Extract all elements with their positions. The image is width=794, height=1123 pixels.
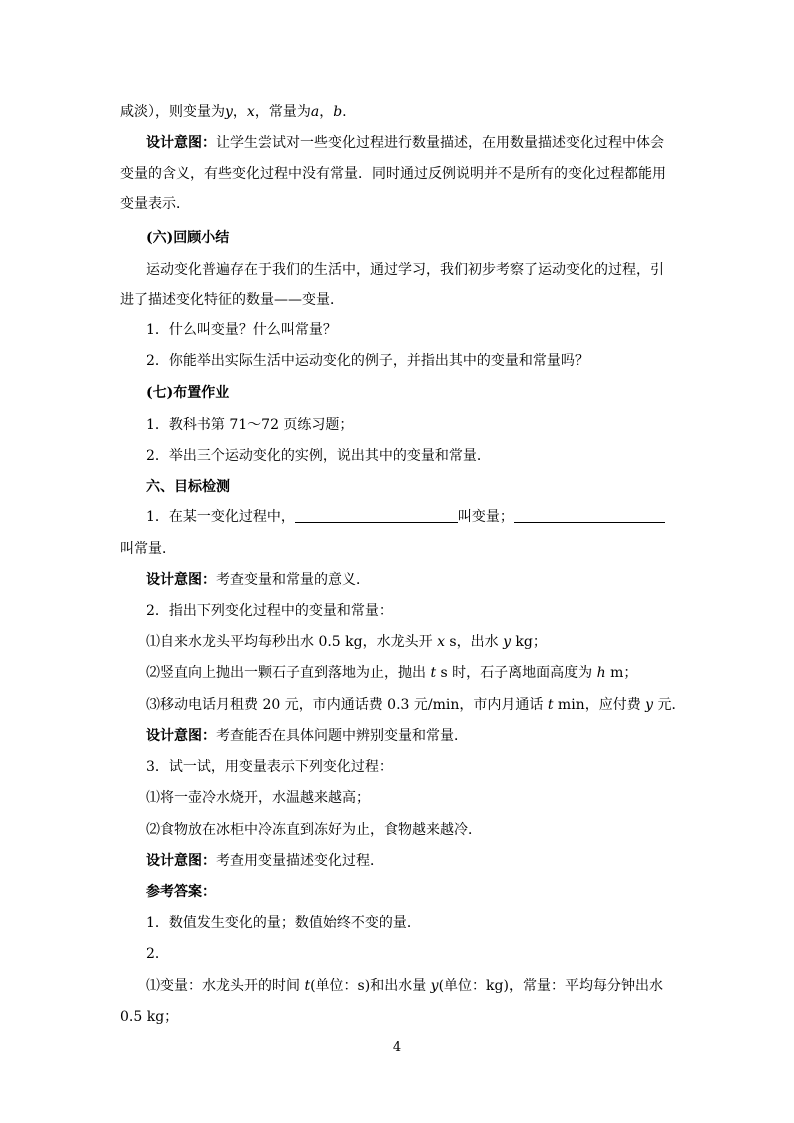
design-intent-paragraph: 设计意图：考查用变量描述变化过程．: [146, 853, 384, 869]
list-item: 3．试一试，用变量表示下列变化过程：: [146, 759, 393, 775]
sub-question: ⑵竖直向上抛出一颗石子直到落地为止，抛出 t s 时，石子离地面高度为 h m；: [146, 665, 638, 681]
list-item: 2．举出三个运动变化的实例，说出其中的变量和常量．: [146, 448, 491, 464]
design-intent-label: 设计意图：: [146, 135, 216, 151]
design-intent-paragraph: 设计意图：让学生尝试对一些变化过程进行数量描述，在用数量描述变化过程中体会: [146, 135, 664, 151]
text-line: 0.5 kg；: [120, 1009, 179, 1025]
answer-item: 1．数值发生变化的量；数值始终不变的量．: [146, 915, 421, 931]
sub-question: ⑶移动电话月租费 20 元，市内通话费 0.3 元/min，市内月通话 t min，应付费 y 元．: [146, 697, 686, 713]
text-line: 咸淡），则变量为y，x，常量为a，b.: [120, 104, 347, 120]
answer-item: ⑴变量：水龙头开的时间 t(单位：s)和出水量 y(单位：kg)，常量：平均每分钟出水: [146, 978, 663, 994]
design-intent-label: 设计意图：: [146, 728, 216, 744]
text-line: 变量的含义，有些变化过程中没有常量．同时通过反例说明并不是所有的变化过程都能用: [120, 166, 666, 182]
list-item: 2．指出下列变化过程中的变量和常量：: [146, 603, 393, 619]
answer-blank: [514, 508, 665, 523]
sub-question: ⑴将一壶冷水烧开，水温越来越高；: [146, 790, 370, 806]
text-line: 叫常量．: [120, 541, 176, 557]
design-intent-paragraph: 设计意图：考查能否在具体问题中辨别变量和常量．: [146, 728, 468, 744]
list-item: 1．什么叫变量？什么叫常量？: [146, 322, 337, 338]
text-line: 进了描述变化特征的数量——变量．: [120, 292, 344, 308]
page-number: 4: [392, 1040, 402, 1055]
answer-blank: [295, 508, 458, 523]
sub-question: ⑵食物放在冰柜中冷冻直到冻好为止，食物越来越冷．: [146, 822, 482, 838]
sub-question: ⑴自来水龙头平均每秒出水 0.5 kg，水龙头开 x s，出水 y kg；: [146, 634, 547, 650]
design-intent-label: 设计意图：: [146, 853, 216, 869]
design-intent-paragraph: 设计意图：考查变量和常量的意义．: [146, 572, 370, 588]
section-heading: (六)回顾小结: [146, 230, 230, 246]
section-heading: (七)布置作业: [146, 385, 230, 401]
section-heading: 六、目标检测: [146, 479, 230, 495]
answer-item: 2．: [146, 946, 169, 962]
answers-heading: 参考答案：: [146, 884, 216, 900]
fill-in-question: 1．在某一变化过程中， 叫变量；: [146, 508, 794, 526]
list-item: 2．你能举出实际生活中运动变化的例子，并指出其中的变量和常量吗？: [146, 353, 589, 369]
text-line: 变量表示．: [120, 196, 190, 212]
list-item: 1．教科书第 71～72 页练习题；: [146, 417, 354, 433]
design-intent-label: 设计意图：: [146, 572, 216, 588]
text-line: 运动变化普遍存在于我们的生活中，通过学习，我们初步考察了运动变化的过程，引: [146, 262, 664, 278]
